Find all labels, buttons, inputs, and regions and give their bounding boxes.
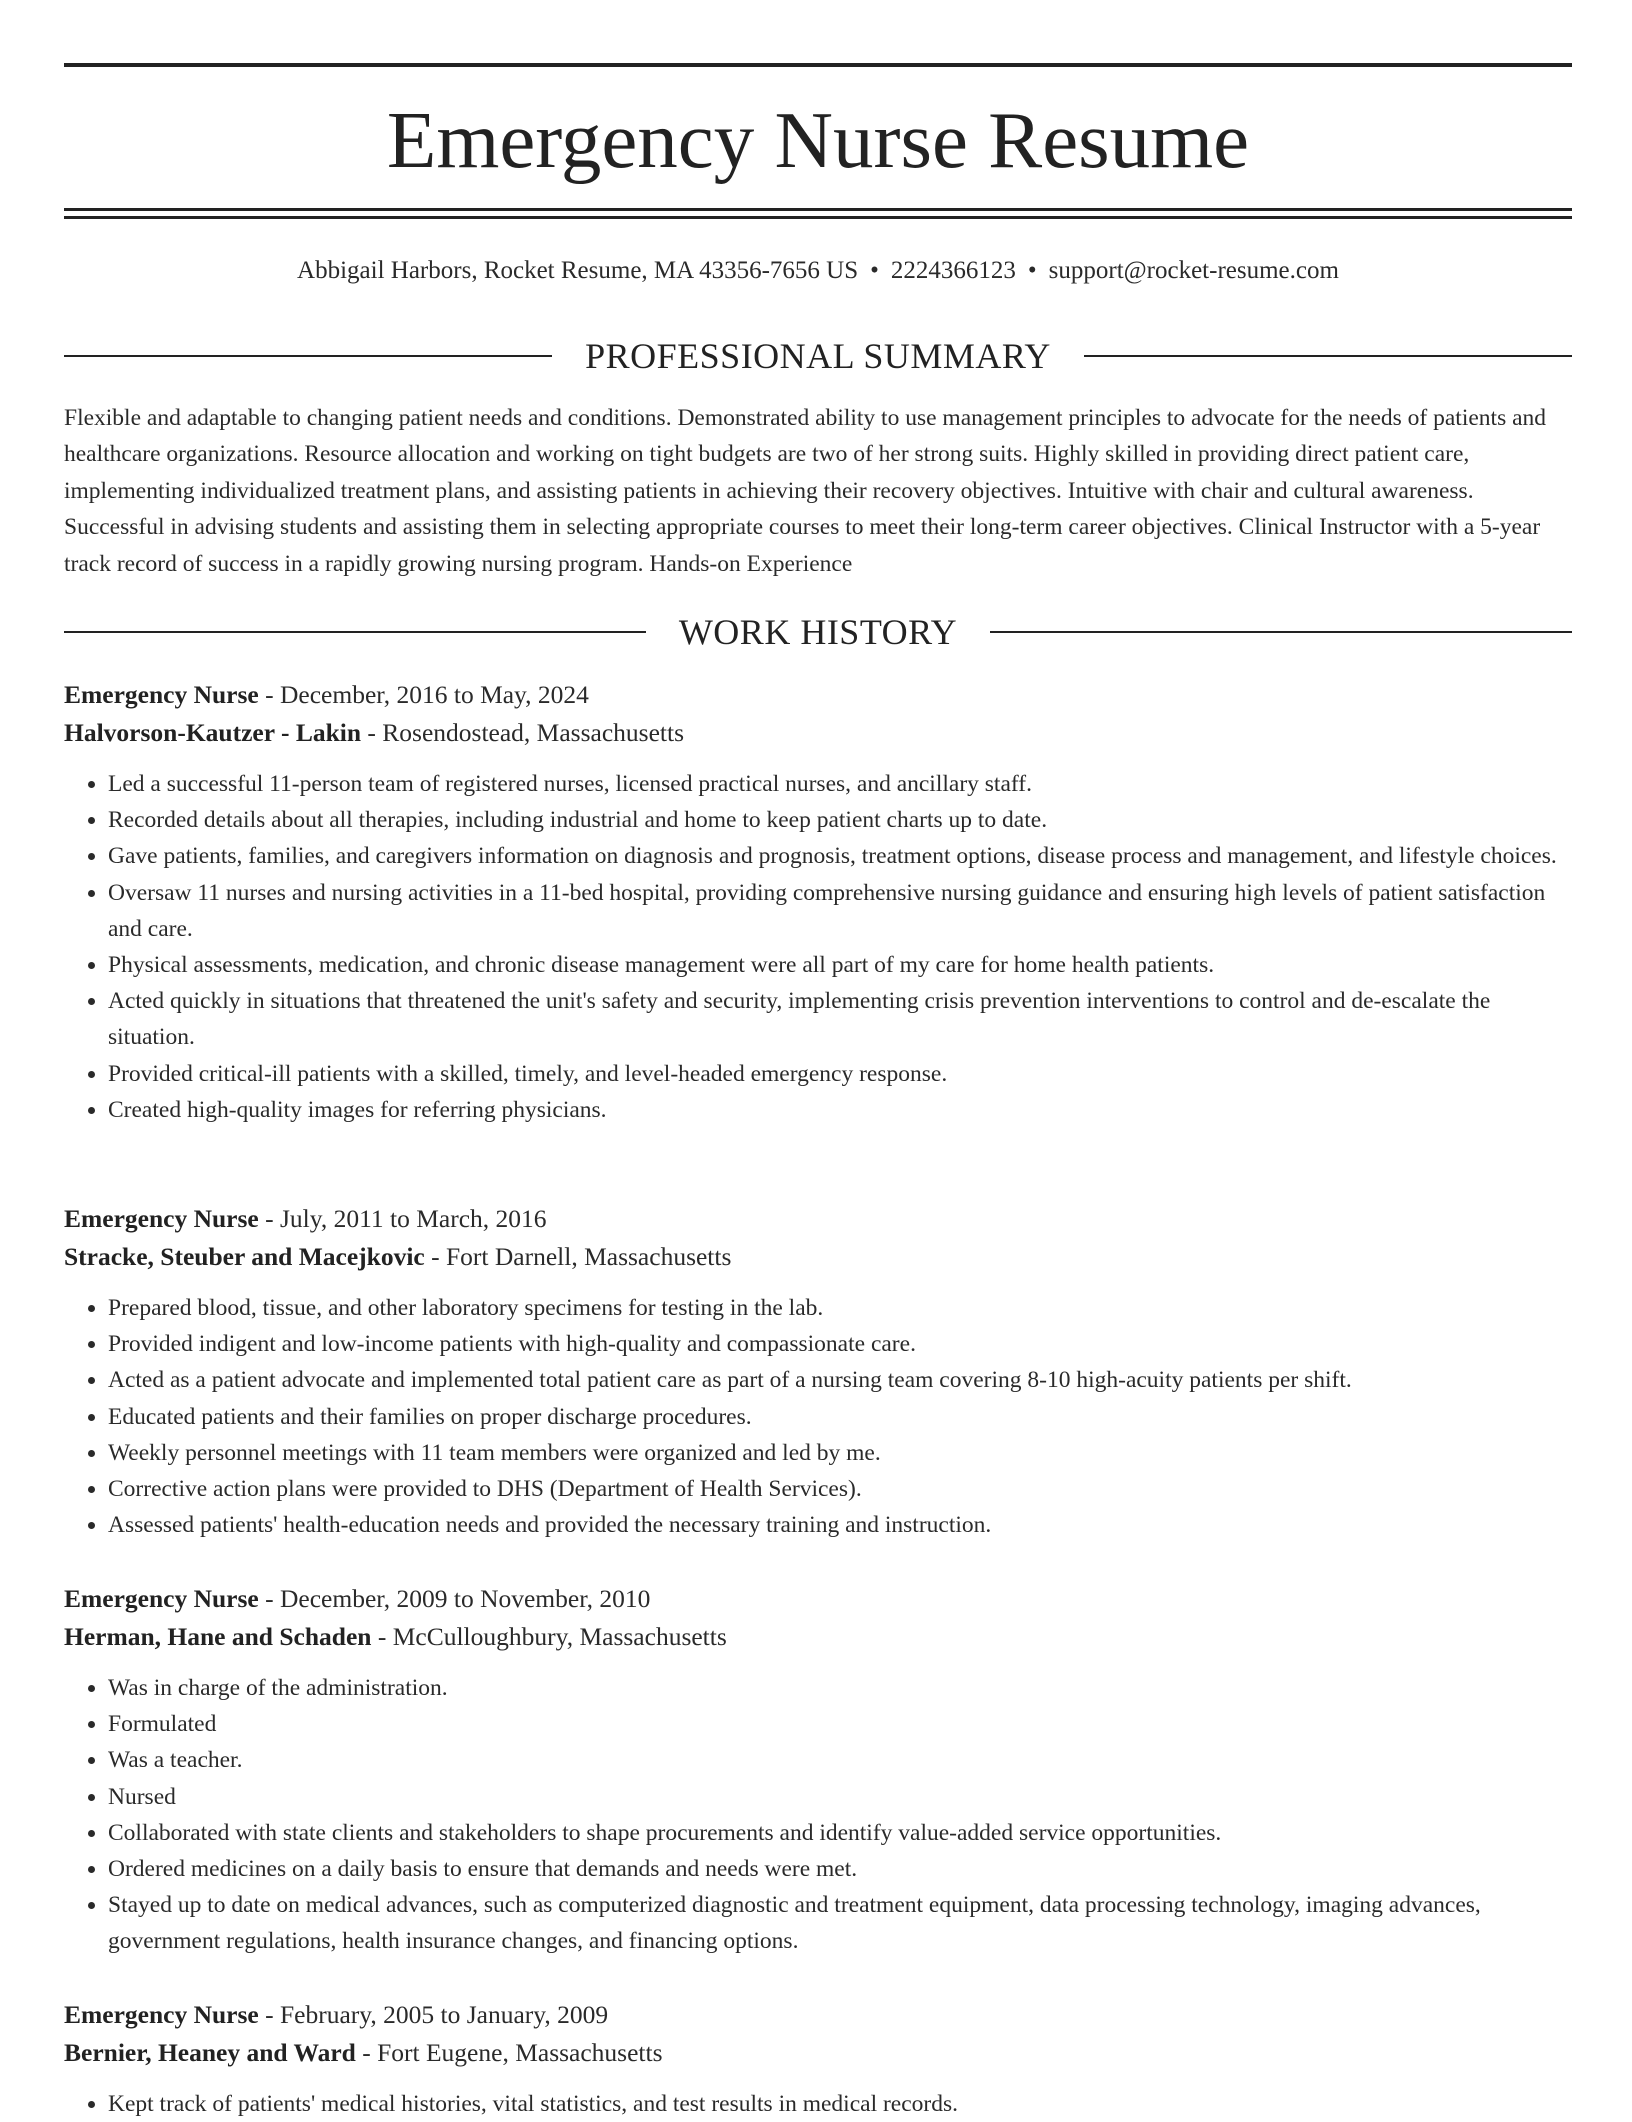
job-location: - Fort Eugene, Massachusetts	[355, 2038, 663, 2067]
job-company-line	[64, 1618, 1572, 1656]
contact-line	[64, 254, 1572, 288]
job-bullets	[64, 1290, 1572, 1543]
list-item: • Provided critical-ill patients with a skilled, timely, and level-headed emergency response.	[108, 1056, 1572, 1092]
job-dates: - December, 2016 to May, 2024	[258, 680, 589, 709]
job-location: - McCulloughbury, Massachusetts	[371, 1622, 727, 1651]
summary-heading	[64, 334, 1572, 378]
work-history-heading-label: WORK HISTORY	[678, 612, 958, 652]
list-item: • Provided indigent and low-income patients with high-quality and compassionate care.	[108, 1326, 1572, 1362]
list-item: • Acted quickly in situations that threatened the unit's safety and security, implementing crisis prevention interventions to control and de-escalate the situation.	[108, 983, 1572, 1055]
list-item: • Acted as a patient advocate and implemented total patient care as part of a nursing team covering 8-10 high-acuity patients per shift.	[108, 1362, 1572, 1398]
job-company: Bernier, Heaney and Ward	[64, 2038, 356, 2067]
list-item: • Nursed	[108, 1779, 1572, 1815]
job-bullets	[64, 1670, 1572, 1960]
title-rule-upper	[64, 208, 1572, 211]
list-item: • Led a successful 11-person team of registered nurses, licensed practical nurses, and ancillary staff.	[108, 766, 1572, 802]
page-title: Emergency Nurse Resume	[386, 95, 1250, 185]
list-item: • Was a teacher.	[108, 1742, 1572, 1778]
list-item: • Corrective action plans were provided to DHS (Department of Health Services).	[108, 1471, 1572, 1507]
heading-rule	[64, 355, 552, 357]
list-item: • Recorded details about all therapies, including industrial and home to keep patient charts up to date.	[108, 802, 1572, 838]
list-item: • Was in charge of the administration.	[108, 1670, 1572, 1706]
contact-email: support@rocket-resume.com	[1048, 257, 1339, 284]
job-company: Halvorson-Kautzer - Lakin	[64, 718, 362, 747]
job-role-line	[64, 1996, 1572, 2034]
list-item: • Ordered medicines on a daily basis to ensure that demands and needs were met.	[108, 1851, 1572, 1887]
job-bullets	[64, 2086, 1572, 2122]
job-role-line	[64, 676, 1572, 714]
job-entry	[64, 1996, 1572, 2122]
job-company: Herman, Hane and Schaden	[64, 1622, 372, 1651]
job-company-line	[64, 714, 1572, 752]
list-item: • Created high-quality images for referring physicians.	[108, 1092, 1572, 1128]
contact-separator: •	[1027, 257, 1037, 284]
list-item: • Oversaw 11 nurses and nursing activities in a 11-bed hospital, providing comprehensive nursing guidance and ensuring high levels of patient satisfaction and care.	[108, 875, 1572, 947]
job-company-line	[64, 2034, 1572, 2072]
job-title: Emergency Nurse	[64, 2000, 259, 2029]
job-dates: - February, 2005 to January, 2009	[258, 2000, 609, 2029]
list-item: • Formulated	[108, 1706, 1572, 1742]
job-entry	[64, 1580, 1572, 1960]
list-item: • Assessed patients' health-education needs and provided the necessary training and instruction.	[108, 1507, 1572, 1543]
job-bullets	[64, 766, 1572, 1128]
contact-separator: •	[870, 257, 879, 284]
list-item: • Physical assessments, medication, and chronic disease management were all part of my care for home health patients.	[108, 947, 1572, 983]
contact-phone: 2224366123	[890, 257, 1016, 284]
list-item: • Kept track of patients' medical histories, vital statistics, and test results in medical records.	[108, 2086, 1572, 2122]
summary-heading-label: PROFESSIONAL SUMMARY	[585, 336, 1051, 376]
top-rule	[64, 63, 1572, 67]
contact-address: Abbigail Harbors, Rocket Resume, MA 43356-7656 US	[297, 257, 859, 284]
job-location: - Rosendostead, Massachusetts	[361, 718, 684, 747]
job-title: Emergency Nurse	[64, 1584, 259, 1613]
list-item: • Gave patients, families, and caregivers information on diagnosis and prognosis, treatment options, disease process and management, and lifestyle choices.	[108, 838, 1572, 874]
heading-rule	[1084, 355, 1572, 357]
job-entry	[64, 1200, 1572, 1543]
list-item: • Prepared blood, tissue, and other laboratory specimens for testing in the lab.	[108, 1290, 1572, 1326]
list-item: • Collaborated with state clients and stakeholders to shape procurements and identify value-added service opportunities.	[108, 1815, 1572, 1851]
job-company-line	[64, 1238, 1572, 1276]
job-dates: - December, 2009 to November, 2010	[258, 1584, 651, 1613]
job-company: Stracke, Steuber and Macejkovic	[64, 1242, 425, 1271]
heading-rule	[990, 631, 1572, 633]
summary-text: Flexible and adaptable to changing patient needs and conditions. Demonstrated ability to use management principles to advocate for the needs of patients and healthcare organizations. Resource allocation and working on tight budgets are two of her strong suits. Highly skilled in providing direct patient care, implementing individualized treatment plans, and assisting patients in achieving their recovery objectives. Intuitive with chair and cultural awareness. Successful in advising students and assisting them in selecting appropriate courses to meet their long-term career objectives. Clinical Instructor with a 5-year track record of success in a rapidly growing nursing program. Hands-on Experience	[64, 405, 1547, 577]
work-history-heading	[64, 610, 1572, 654]
job-entry	[64, 676, 1572, 1128]
list-item: • Educated patients and their families on proper discharge procedures.	[108, 1399, 1572, 1435]
job-role-line	[64, 1580, 1572, 1618]
job-location: - Fort Darnell, Massachusetts	[424, 1242, 732, 1271]
title-rule-lower	[64, 216, 1572, 219]
job-dates: - July, 2011 to March, 2016	[258, 1204, 547, 1233]
job-title: Emergency Nurse	[64, 1204, 259, 1233]
list-item: • Stayed up to date on medical advances, such as computerized diagnostic and treatment equipment, data processing technology, imaging advances, government regulations, health insurance changes, and financing options.	[108, 1887, 1572, 1959]
list-item: • Weekly personnel meetings with 11 team members were organized and led by me.	[108, 1435, 1572, 1471]
job-title: Emergency Nurse	[64, 680, 259, 709]
heading-rule	[64, 631, 646, 633]
job-role-line	[64, 1200, 1572, 1238]
